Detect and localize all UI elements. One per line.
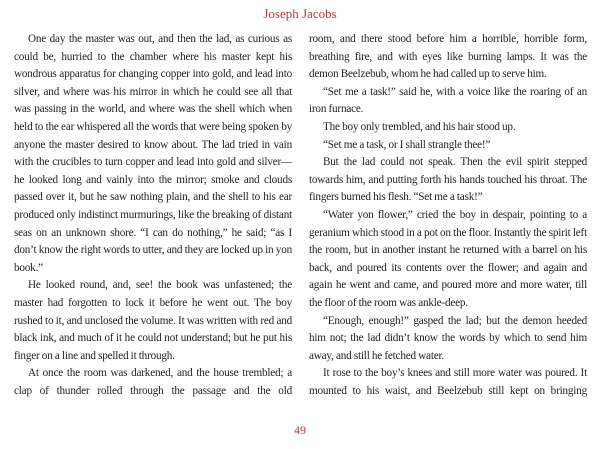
paragraph-right-5: But the lad could not speak. Then the evil spirit stepped towards him, and putting forth his hands touched his throat. The fingers burned his flesh. “Set me a task!” bbox=[309, 156, 587, 204]
paragraph-right-8: It rose to the boy’s knees and still more water was poured. It mounted to his waist, and Beelzebub still kept on bringing bbox=[309, 367, 587, 397]
paragraph-right-7: “Enough, enough!” gasped the lad; but the demon heeded him not; the lad didn’t know the words by which to send him away, and still he fetched water. bbox=[309, 314, 587, 362]
right-column bbox=[309, 31, 587, 400]
paragraph-right-3: The boy only trembled, and his hair stood up. bbox=[323, 120, 516, 133]
paragraph-left-1: One day the master was out, and then the lad, as curious as could be, hurried to the chamber where his master kept his wondrous apparatus for changing copper into gold, and lead into silver, and where was his mirror in which he could see all that was passing in the world, and where was the shell which when held to the ear whispered all the words that were being spoken by anyone the master desired to know about. The lad tried in vain with the crucibles to turn copper and lead into gold and silver—he looked long and vainly into the mirror; smoke and clouds passed over it, but he saw nothing plain, and the shell to his ear produced only indistinct murmurings, like the breaking of distant seas on an unknown shore. “I can do nothing,” he said; “as I don’t know the right words to utter, and they are locked up in yon book.” bbox=[14, 33, 292, 274]
paragraph-left-3: At once the room was darkened, and the house trembled; a clap of thunder rolled through the passage and the old bbox=[14, 367, 292, 397]
left-column bbox=[14, 31, 292, 400]
text-columns bbox=[0, 22, 600, 400]
paragraph-right-1: room, and there stood before him a horrible, horrible form, breathing fire, and with eyes like burning lamps. It was the demon Beelzebub, whom he had called up to serve him. bbox=[309, 33, 587, 81]
paragraph-right-4: “Set me a task, or I shall strangle thee!” bbox=[323, 138, 491, 151]
page-number: 49 bbox=[294, 423, 306, 437]
paragraph-right-2: “Set me a task!” said he, with a voice like the roaring of an iron furnace. bbox=[309, 85, 587, 116]
paragraph-right-6: “Water yon flower,” cried the boy in despair, pointing to a geranium which stood in a pot on the floor. Instantly the spirit left the room, but in another instant he returned with a barrel on his back, and poured its contents over the flower; and again and again he went and came, and poured more and more water, till the floor of the room was ankle-deep. bbox=[309, 208, 587, 309]
paragraph-left-2: He looked round, and, see! the book was unfastened; the master had forgotten to lock it before he went out. The boy rushed to it, and unclosed the volume. It was written with red and black ink, and much of it he could not understand; but he put his finger on a line and spelled it through. bbox=[14, 279, 292, 362]
running-header: Joseph Jacobs bbox=[263, 6, 337, 21]
